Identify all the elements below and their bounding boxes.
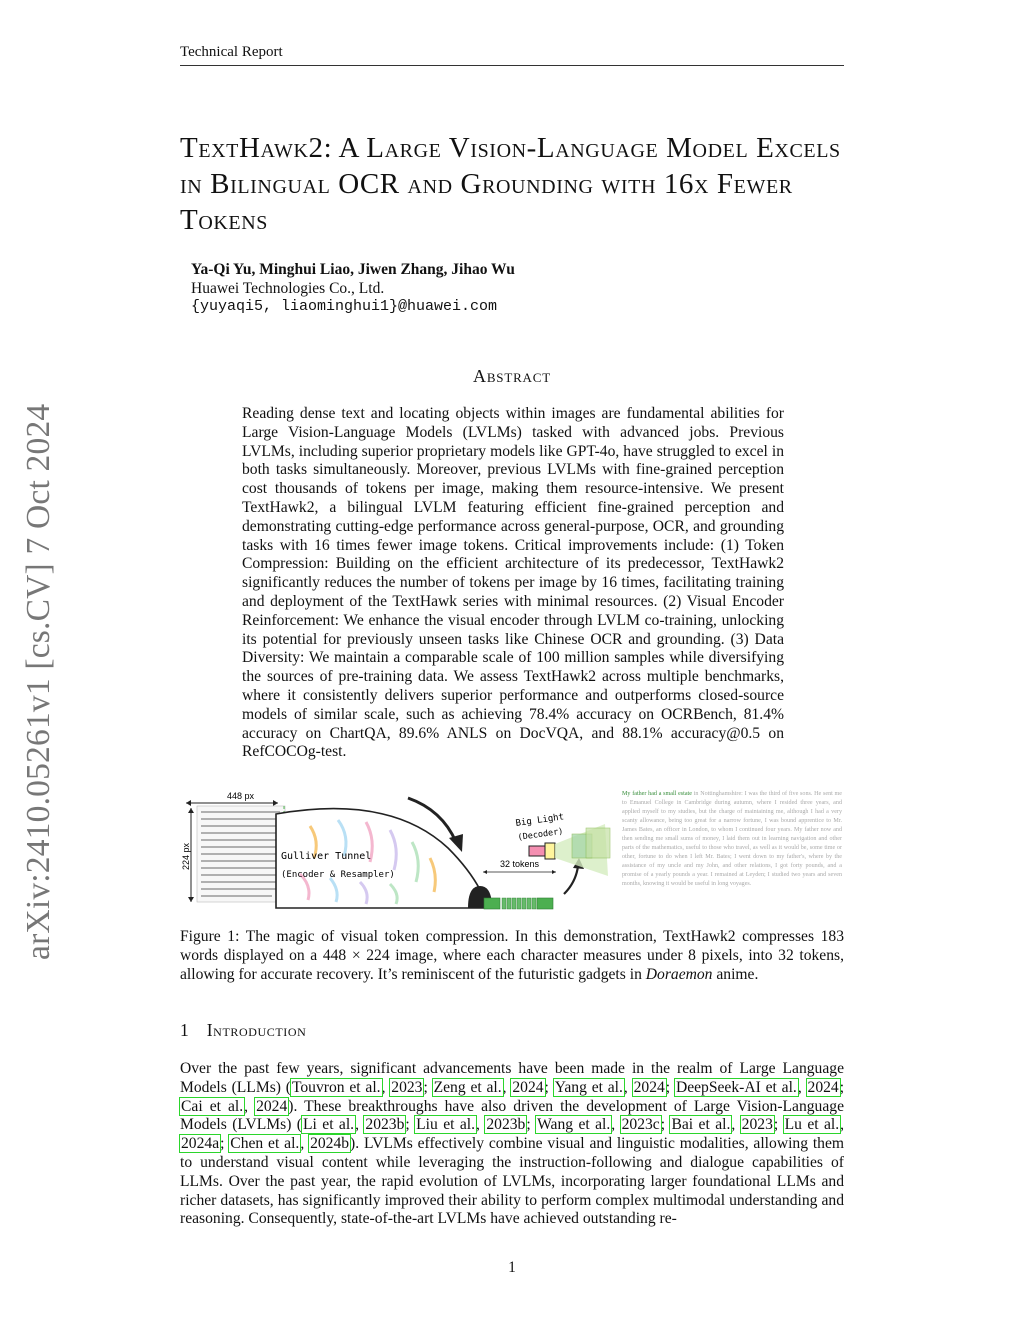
recovered-text-highlight: My father had a small estate — [622, 791, 692, 797]
citation-link[interactable]: Liu et al. — [416, 1116, 476, 1134]
light-label: Big Light — [515, 812, 565, 829]
citation-link[interactable]: 2024 — [512, 1078, 544, 1096]
citation-link[interactable]: Wang et al. — [537, 1116, 611, 1134]
citation-link[interactable]: 2023c — [621, 1116, 660, 1134]
section-number: 1 — [180, 1020, 189, 1040]
citation-link[interactable]: 2024 — [807, 1078, 839, 1096]
intro-text: ). LVLMs effectively combine visual and linguistic modalities, allowing them to understand visual content while leveraging the instruction-following and dialogue capabilities of LLMs. Over the past year, the rapid evolution of LVLMs, incorporating larger foundational LLMs and richer datasets, has significantly improved their ability to perform complex multimodal understanding and reasoning. Consequently, state-of-the-art LVLMs have achieved outstanding re- — [180, 1135, 845, 1228]
author-email: {yuyaqi5, liaominghui1}@huawei.com — [191, 298, 498, 315]
affiliation: Huawei Technologies Co., Ltd. — [191, 280, 385, 297]
running-header: Technical Report — [180, 44, 283, 60]
tunnel-label: Gulliver Tunnel — [281, 851, 372, 862]
page-number: 1 — [508, 1259, 516, 1276]
intro-paragraph: Over the past few years, significant advancements have been made in the realm of Large Language Models (LLMs) (Touvron et al., 2023; Zeng et al., 2024; Yang et al., 2024; DeepSeek-AI et al., 2024; Cai et al., 2024). These breakthroughs have also driven the development of Large Vision-Language Models (LVLMs) (Li et al., 2023b; Liu et al., 2023b; Wang et al., 2023c; Bai et al., 2023; Lu et al., 2024a; Chen et al., 2024b). LVLMs effectively combine visual and linguistic modalities, allowing them to understand visual content while leveraging the instruction-following and dialogue capabilities of LLMs. Over the past year, the rapid evolution of LVLMs, incorporating larger foundational LLMs and richer datasets, has significantly improved their ability to perform complex multimodal understanding and reasoning. Consequently, state-of-the-art LVLMs have achieved outstanding re- — [180, 1060, 845, 1228]
paper-title: TextHawk2: A Large Vision-Language Model Excels in Bilingual OCR and Grounding with 16x Fewer Tokens — [180, 132, 841, 236]
arxiv-identifier: arXiv:2410.05261v1 [cs.CV] 7 Oct 2024 — [20, 403, 57, 960]
citation-link[interactable]: Zeng et al. — [433, 1078, 502, 1096]
citation-link[interactable]: Chen et al. — [230, 1135, 300, 1153]
citation-link[interactable]: 2023 — [391, 1078, 423, 1096]
citation-link[interactable]: Lu et al. — [784, 1116, 840, 1134]
caption-suffix: anime. — [712, 965, 759, 983]
abstract-body: Reading dense text and locating objects within images are fundamental abilities for Large Vision-Language Models (LVLMs) tasked with advanced jobs. Previous LVLMs, including superior proprietary models like GPT-4o, have struggled to excel in both tasks simultaneously. Moreover, previous LVLMs with fine-grained perception cost thousands of tokens per image, making them resource-intensive. We present TextHawk2, a bilingual LVLM featuring efficient fine-grained perception and demonstrating cutting-edge performance across general-purpose, OCR, and grounding tasks with 16 times fewer image tokens. Critical improvements include: (1) Token Compression: Building on the efficient architecture of its predecessor, TextHawk2 significantly reduces the number of tokens per image by 16 times, facilitating training and deployment of the TextHawk series with minimal resources. (2) Visual Encoder Reinforcement: We enhance the visual encoder through LVLM co-training, unlocking its potential for previously unseen tasks like Chinese OCR and grounding. (3) Data Diversity: We maintain a comparable scale of 100 million samples while diversifying the sources of pre-training data. We assess TextHawk2 across multiple benchmarks, where it consistently delivers superior performance and outperforms closed-source models of similar scale, such as achieving 78.4% accuracy on OCRBench, 81.4% accuracy on ChartQA, 89.6% ANLS on DocVQA, and 88.1% accuracy@0.5 on RefCOCOg-test. — [242, 405, 784, 761]
height-label: 224 px — [181, 842, 191, 870]
citation-link[interactable]: 2023b — [365, 1116, 405, 1134]
caption-text: Figure 1: The magic of visual token compression. In this demonstration, TextHawk2 compresses 183 words displayed on a 448 × 224 image, where each character measures under 8 pixels, into 32 tokens, allowing for accurate recovery. It’s reminiscent of the futuristic gadgets in — [180, 928, 844, 983]
citation-link[interactable]: 2023b — [486, 1116, 526, 1134]
intro-text: ). These breakthroughs have also driven the development of Large Vision-Language Models (LVLMs) ( — [180, 1097, 844, 1134]
author-list: Ya-Qi Yu, Minghui Liao, Jiwen Zhang, Jihao Wu — [191, 261, 515, 278]
light-sublabel: (Decoder) — [517, 826, 565, 843]
figure-1 — [180, 786, 844, 916]
citation-link[interactable]: Touvron et al. — [291, 1078, 381, 1096]
token-strip — [483, 870, 556, 909]
tunnel-sublabel: (Encoder & Resampler) — [281, 870, 395, 880]
citation-link[interactable]: Bai et al. — [671, 1116, 731, 1134]
citation-link[interactable]: Cai et al. — [181, 1097, 244, 1115]
citation-link[interactable]: 2024b — [310, 1135, 350, 1153]
section-heading — [180, 1020, 306, 1041]
tokens-label: 32 tokens — [500, 859, 540, 869]
header-rule — [180, 65, 844, 66]
citation-link[interactable]: 2024 — [256, 1097, 288, 1115]
section-title: Introduction — [206, 1020, 307, 1040]
caption-emphasis: Doraemon — [645, 965, 713, 983]
citation-link[interactable]: DeepSeek-AI et al. — [675, 1078, 797, 1096]
citation-link[interactable]: 2023 — [741, 1116, 773, 1134]
abstract-heading: Abstract — [473, 366, 551, 386]
intro-text: Over the past few years, significant advancements have been made in the realm of Large Language Models (LLMs) ( — [180, 1060, 844, 1096]
citation-link[interactable]: Yang et al. — [554, 1078, 623, 1096]
citation-link[interactable]: Li et al. — [303, 1116, 355, 1134]
width-label: 448 px — [227, 791, 255, 801]
recovered-text-panel — [622, 790, 842, 890]
recovered-text: in Nottinghamshire: I was the third of five sons. He sent me to Emanuel College in Cambridge during autumn, where I resided three years, and applied myself to my studies, but the charge of maintaining me, although I had a very scanty allowance, being too great for a narrow fortune, I was bound apprentice to Mr. James Bates, an officer in London, to whom I continued four years. My father now and then sending me small sums of money, I laid them out in learning navigation and other parts of the mathematics, useful to those who travel, as well as it would be, some time or other, fortune to do when I left Mr. Bates; I went down to my father's, where by the assistance of my uncle and my John, and other relations, I got forty pounds, and a promise of a yearly pounds a year. I remained at Leyden; I studied two years and seven months, knowing it would be useful in long voyages. — [622, 791, 842, 888]
citation-link[interactable]: 2024 — [633, 1078, 665, 1096]
figure-caption — [180, 928, 844, 984]
input-text-image — [197, 806, 285, 902]
citation-link[interactable]: 2024a — [181, 1135, 220, 1153]
